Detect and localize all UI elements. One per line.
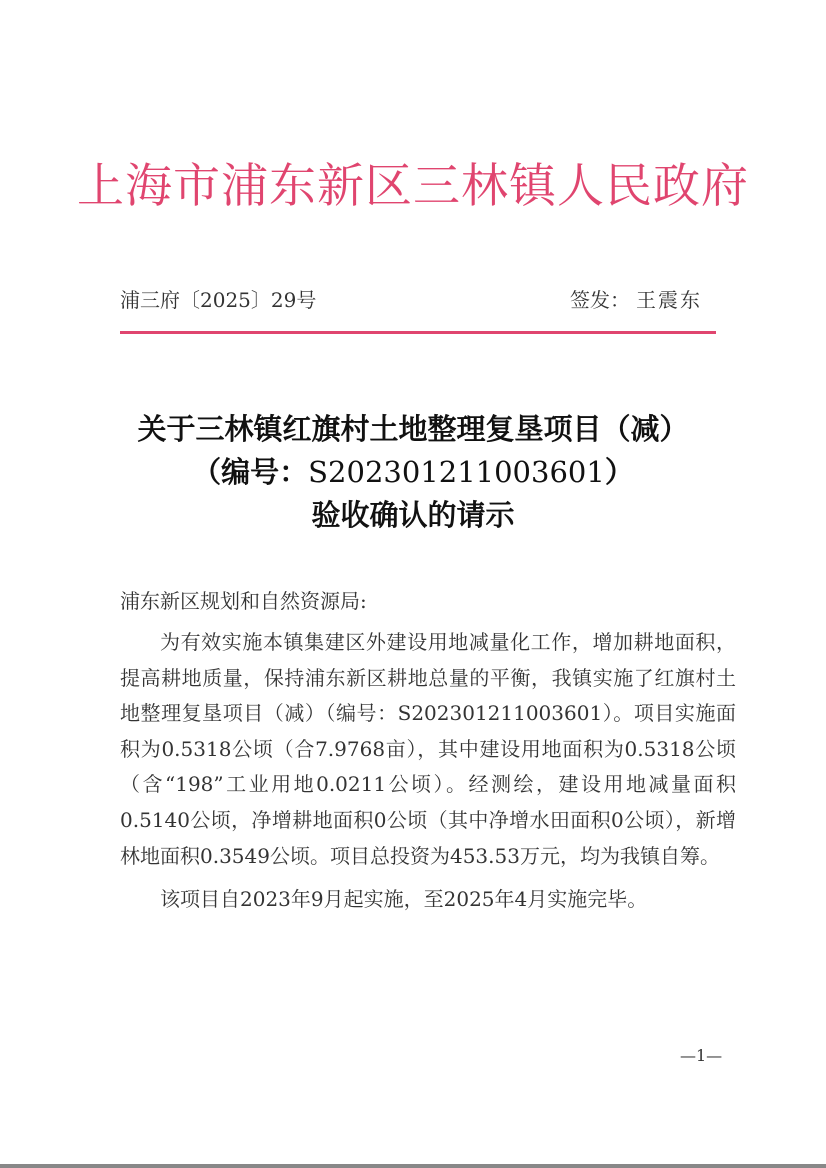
salutation: 浦东新区规划和自然资源局: [120, 589, 367, 613]
page-bottom-edge [0, 1164, 826, 1168]
body-text [120, 625, 736, 918]
title-line-1: 关于三林镇红旗村土地整理复垦项目（减） [137, 412, 689, 446]
signer [570, 284, 702, 313]
signer-label: 签发： [570, 288, 630, 312]
document-number: 浦三府〔2025〕29号 [120, 288, 317, 312]
red-divider [120, 331, 716, 334]
document-title [0, 408, 826, 537]
paragraph-1: 为有效实施本镇集建区外建设用地减量化工作，增加耕地面积，提高耕地质量，保持浦东新区耕地总量的平衡，我镇实施了红旗村土地整理复垦项目（减）（编号：S202301211003601）。项目实施面积为0.5318公顷（合7.9768亩），其中建设用地面积为0.5318公顷（含“198”工业用地0.0211公顷）。经测绘，建设用地减量面积0.5140公顷，净增耕地面积0公顷（其中净增水田面积0公顷），新增林地面积0.3549公顷。项目总投资为453.53万元，均为我镇自筹。 [120, 630, 736, 868]
issuer-heading: 上海市浦东新区三林镇人民政府 [77, 159, 749, 214]
title-code-suffix: ） [604, 455, 634, 489]
paragraph-2: 该项目自2023年9月起实施，至2025年4月实施完毕。 [160, 887, 648, 912]
title-line-3: 验收确认的请示 [311, 498, 515, 532]
title-code-prefix: （编号： [192, 455, 309, 489]
title-line-2 [0, 451, 826, 494]
title-code: S202301211003601 [308, 455, 605, 489]
signer-name: 王震东 [636, 288, 702, 312]
page-number: —1— [680, 1046, 723, 1065]
